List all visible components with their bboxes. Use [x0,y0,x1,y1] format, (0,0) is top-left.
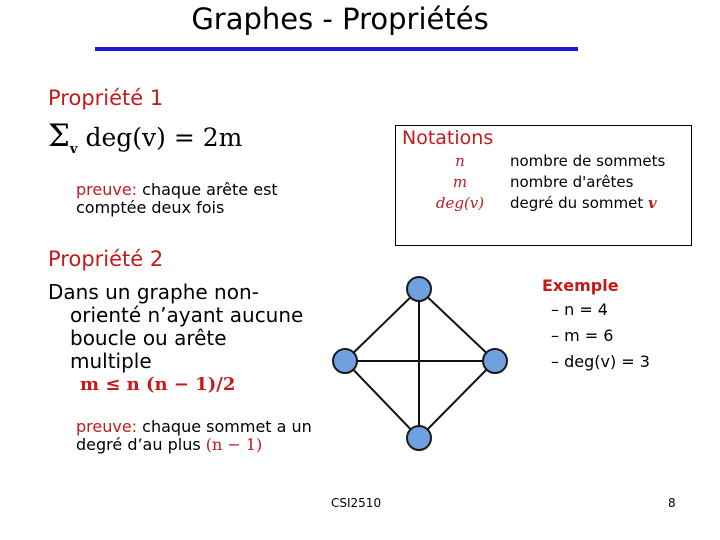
proof2-degree-value: (n − 1) [205,435,263,454]
sigma-subscript: v [69,142,78,157]
example-item-m: – m = 6 [551,326,614,345]
sigma-symbol: Σ [48,118,70,154]
example-item-deg: – deg(v) = 3 [551,352,650,371]
vertex-right [483,349,507,373]
notation-desc-deg-text: degré du sommet [510,194,648,212]
notation-desc-deg-var: v [648,194,657,212]
graph-edges [345,289,495,438]
property1-heading: Propriété 1 [48,86,164,110]
proof2-label: preuve: [76,417,138,436]
notations-heading: Notations [402,127,494,149]
slide-title: Graphes - Propriétés [191,2,489,36]
vertex-top [407,277,431,301]
footer-course: CSI2510 [331,496,382,510]
edge-left-bottom [345,361,419,438]
property2-line: multiple [70,349,152,373]
proof2-line1: chaque sommet a un [142,417,312,436]
proof1-text: chaque arête est comptée deux fois [76,180,278,217]
notation-symbol-deg: deg(v) [435,194,485,212]
property2-line: orienté n’ayant aucune [70,303,304,327]
property2-heading: Propriété 2 [48,247,164,271]
vertex-left [333,349,357,373]
edge-bound-formula: m ≤ n (n − 1)/2 [80,374,236,395]
notation-desc-n: nombre de sommets [510,152,666,170]
example-heading: Exemple [542,276,619,295]
degree-sum-text: deg(v) = 2m [85,123,243,152]
edge-top-left [345,289,419,361]
vertex-bottom [407,426,431,450]
footer-page-number: 8 [668,496,676,510]
notation-symbol-n: n [455,152,465,170]
notation-desc-m: nombre d'arêtes [510,173,634,191]
edge-right-bottom [419,361,495,438]
proof1-label: preuve: [76,180,138,199]
example-item-n: – n = 4 [551,300,608,319]
property2-line: Dans un graphe non- [48,280,259,304]
edge-top-right [419,289,495,361]
property2-line: boucle ou arête [70,326,227,350]
proof2-line2: degré d’au plus [76,435,206,454]
notation-symbol-m: m [452,173,468,191]
